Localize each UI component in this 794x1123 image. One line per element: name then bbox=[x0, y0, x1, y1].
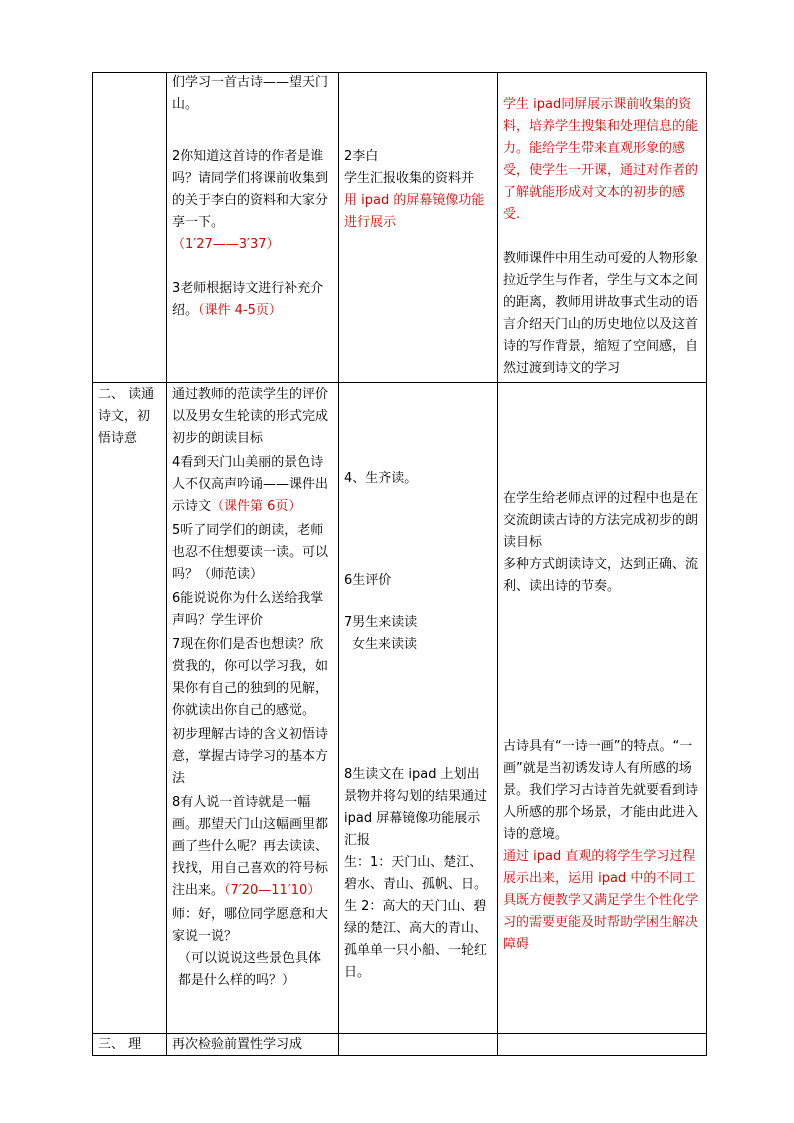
row1-col3-l1: 2李白 bbox=[344, 149, 379, 164]
row1-col2-p3 bbox=[172, 278, 332, 322]
row2-col3-l3: 7男生来读读 bbox=[344, 615, 418, 630]
row3-col1 bbox=[98, 1034, 162, 1056]
row2-col2-p7-red: （7′20—11′10） bbox=[224, 883, 321, 898]
row2-col4-p2: 多种方式朗读诗文，达到正确、流利、读出诗的节奏。 bbox=[503, 557, 699, 594]
row1-col2-p1: 们学习一首古诗——望天门山。 bbox=[172, 75, 329, 112]
table-divider-3 bbox=[497, 72, 498, 1056]
row2-col4-p3: 古诗具有“一诗一画”的特点。“一画”就是当初诱发诗人有所感的场景。我们学习古诗首先就要看到诗人所感的那个场景，才能由此进入诗的意境。 bbox=[503, 739, 699, 842]
row2-col3-l2: 6生评价 bbox=[344, 573, 392, 588]
row2-col3-l5: 8生读文在 ipad 上划出景物并将勾划的结果通过 ipad 屏幕镜像功能展示 bbox=[344, 767, 488, 826]
row2-col2-p7-text: 8有人说一首诗就是一幅画。那望天门山这幅画里都画了些什么呢？再去读读、找找，用自己喜欢的符号标注出来。 bbox=[172, 795, 329, 898]
row2-col3-l8: 生 2：高大的天门山、碧绿的楚江、高大的青山、孤单单一只小船、一轮红日。 bbox=[344, 899, 488, 980]
row2-col2-p7 bbox=[172, 792, 332, 902]
table-divider-2 bbox=[338, 72, 339, 1056]
table-divider-1 bbox=[166, 72, 167, 1056]
row2-col2-p2-red: （课件第 6页） bbox=[211, 499, 302, 514]
row-divider-1 bbox=[92, 382, 706, 383]
row1-col3-l3: 用 ipad 的屏幕镜像功能进行展示 bbox=[344, 193, 485, 230]
row3-col2 bbox=[172, 1034, 332, 1056]
table-border-left bbox=[92, 72, 93, 1056]
row1-col2-p3-red: （课件 4-5页） bbox=[198, 303, 282, 318]
row2-col2-p2 bbox=[172, 452, 332, 518]
row2-col2-p3: 5听了同学们的朗读，老师也忍不住想要读一读。可以吗？（师范读） bbox=[172, 523, 329, 582]
row2-col2 bbox=[172, 384, 332, 992]
row2-col3-l7: 生：1：天门山、楚江、碧水、青山、孤帆、日。 bbox=[344, 855, 488, 892]
row1-col2-p3-text: 3老师根据诗文进行补充介绍。 bbox=[172, 281, 324, 318]
row2-col2-p5: 7现在你们是否也想读？欣赏我的，你可以学习我，如果你有自己的独到的见解，你就读出你自己的感觉。 bbox=[172, 637, 329, 718]
row3-col1-label: 三、 理 bbox=[98, 1037, 142, 1052]
table-border-right bbox=[706, 72, 707, 1056]
row2-col3 bbox=[344, 468, 492, 984]
row2-col2-p8: 师：好，哪位同学愿意和大家说一说？ bbox=[172, 907, 329, 944]
row1-col2 bbox=[172, 72, 332, 322]
row2-col2-p9: （可以说说这些景色具体都是什么样的吗？） bbox=[178, 951, 322, 988]
row2-col3-l6: 汇报 bbox=[344, 833, 371, 848]
row3-col2-text: 再次检验前置性学习成 bbox=[172, 1037, 303, 1052]
row2-col1-label: 二、 读通诗文，初悟诗意 bbox=[98, 387, 155, 446]
row2-col2-p6: 初步理解古诗的含义初悟诗意，掌握古诗学习的基本方法 bbox=[172, 727, 329, 786]
row1-col2-p2-time: （1′27——3′37） bbox=[172, 237, 280, 252]
row2-col3-l4: 女生来读读 bbox=[352, 637, 418, 652]
row1-col3 bbox=[344, 146, 492, 234]
row1-col2-p2 bbox=[172, 146, 332, 256]
row2-col2-p1: 通过教师的范读学生的评价以及男女生轮读的形式完成初步的朗读目标 bbox=[172, 387, 329, 446]
row1-col4-red: 学生 ipad同屏展示课前收集的资料，培养学生搜集和处理信息的能力。能给学生带来直观形象的感受，使学生一开课，通过对作者的了解就能形成对文本的初步的感受. bbox=[503, 97, 699, 222]
row1-col3-l2: 学生汇报收集的资料并 bbox=[344, 171, 475, 186]
row2-col4-p3-red: 通过 ipad 直观的将学生学习过程展示出来，运用 ipad 中的不同工具既方便教学又满足学生个性化学习的需要更能及时帮助学困生解决障碍 bbox=[503, 849, 699, 952]
row2-col1 bbox=[98, 384, 162, 450]
row1-col4-black: 教师课件中用生动可爱的人物形象拉近学生与作者，学生与文本之间的距离，教师用讲故事式生动的语言介绍天门山的历史地位以及这首诗的写作背景，缩短了空间感，自然过渡到诗文的学习 bbox=[503, 251, 699, 376]
row2-col4 bbox=[503, 488, 699, 956]
row2-col3-l1: 4、生齐读。 bbox=[344, 471, 418, 486]
row2-col2-p2-text: 4看到天门山美丽的景色诗人不仅高声吟诵——课件出示诗文 bbox=[172, 455, 329, 514]
row2-col2-p4: 6能说说你为什么送给我掌声吗？学生评价 bbox=[172, 591, 324, 628]
row2-col4-p1: 在学生给老师点评的过程中也是在交流朗读古诗的方法完成初步的朗读目标 bbox=[503, 491, 699, 550]
row1-col2-p2-text: 2你知道这首诗的作者是谁吗？请同学们将课前收集到的关于李白的资料和大家分享一下。 bbox=[172, 149, 329, 230]
row1-col4 bbox=[503, 94, 699, 380]
